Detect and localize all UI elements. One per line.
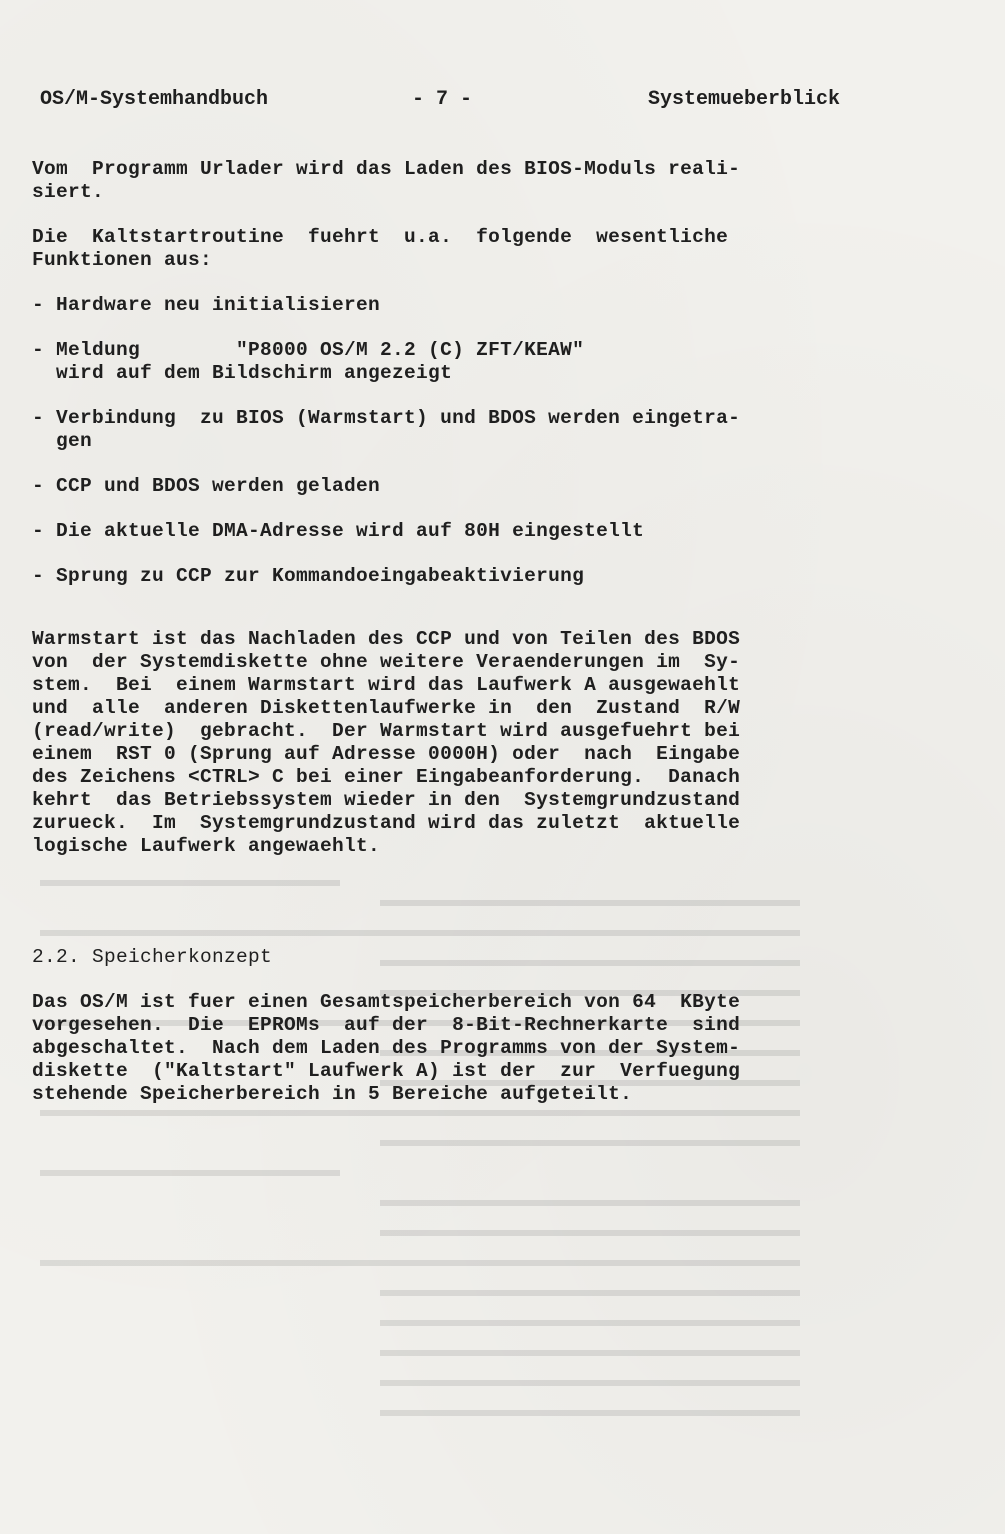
paragraph-speicherkonzept: Das OS/M ist fuer einen Gesamtspeicherbereich von 64 KByte vorgesehen. Die EPROMs auf der 8-Bit-Rechnerkarte sind abgeschaltet. Nach dem Laden des Programms von der System- diskette ("Kaltstart" Laufwerk A) ist der zur Verfuegung stehende Speicherbereich in 5 Bereiche aufgeteilt. bbox=[32, 991, 741, 1105]
paragraph-warmstart: Warmstart ist das Nachladen des CCP und von Teilen des BDOS von der Systemdiskette ohne weitere Veraenderungen im Sy- stem. Bei einem Warmstart wird das Laufwerk A ausgewaehlt und alle anderen Diskettenlaufwerke in den Zustand R/W (read/write) gebracht. Der Warmstart wird ausgefuehrt bei einem RST 0 (Sprung auf Adresse 0000H) oder nach Eingabe des Zeichens <CTRL> C bei einer Eingabeanforderung. Danach kehrt das Betriebssystem wieder in den Systemgrundzustand zurueck. Im Systemgrundzustand wird das zuletzt aktuelle logische Laufwerk angewaehlt. bbox=[32, 628, 741, 857]
list-item-meldung: - Meldung "P8000 OS/M 2.2 (C) ZFT/KEAW" wird auf dem Bildschirm angezeigt bbox=[32, 339, 585, 384]
list-item-dma-adresse: - Die aktuelle DMA-Adresse wird auf 80H eingestellt bbox=[32, 520, 645, 542]
list-item-hardware: - Hardware neu initialisieren bbox=[32, 294, 381, 316]
header-manual-title: OS/M-Systemhandbuch bbox=[40, 88, 269, 111]
header-page-number: - 7 - bbox=[412, 88, 473, 111]
list-item-ccp-bdos: - CCP und BDOS werden geladen bbox=[32, 475, 381, 497]
list-item-verbindung: - Verbindung zu BIOS (Warmstart) und BDOS werden eingetra- gen bbox=[32, 407, 741, 452]
list-item-sprung-ccp: - Sprung zu CCP zur Kommandoeingabeaktivierung bbox=[32, 565, 585, 587]
page-body bbox=[32, 158, 832, 1106]
paragraph-urlader: Vom Programm Urlader wird das Laden des BIOS-Moduls reali- siert. bbox=[32, 158, 741, 203]
paragraph-kaltstart-intro: Die Kaltstartroutine fuehrt u.a. folgende wesentliche Funktionen aus: bbox=[32, 226, 729, 271]
page-header bbox=[40, 88, 840, 118]
section-title-speicherkonzept: 2.2. Speicherkonzept bbox=[32, 946, 273, 968]
header-chapter-title: Systemueberblick bbox=[647, 88, 840, 111]
